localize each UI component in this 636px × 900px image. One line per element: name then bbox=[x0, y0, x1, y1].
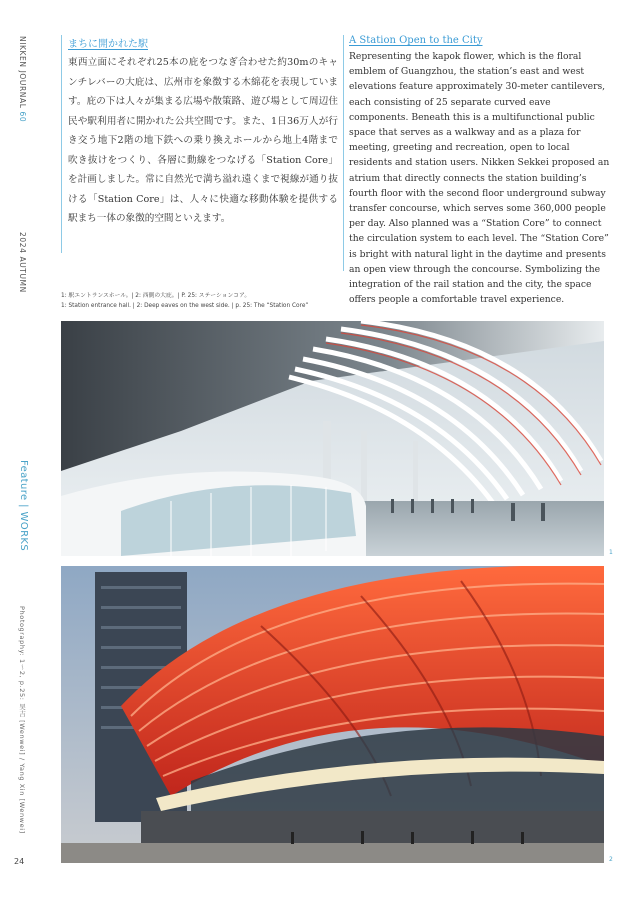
photo-2-number: 2 bbox=[609, 856, 613, 863]
article-jp-heading: まちに開かれた駅 bbox=[68, 39, 148, 50]
article-jp-body: 東西立面にそれぞれ25本の庇をつなぎ合わせた約30mのキャンチレバーの大庇は、広州市を象徴する木綿花を表現しています。庇の下は人々が集まる広場や散策路、遊び場として周辺住民や駅利用者に開かれた公共空間です。また、1日36万人が行き交う地下2階の地下鉄への乗り換えホールから地上4階まで吹き抜けをつくり、各層に動線をつなげる「Station Core」を計画しました。常に自然光で満ち溢れ遠くまで視線が通り抜ける「Station Core」は、人々に快適な移動体験を提供する駅まち一体の象徴的空間といえます。 bbox=[68, 57, 338, 224]
section-label: Feature | WORKS bbox=[18, 460, 29, 552]
captions bbox=[61, 290, 601, 313]
entrance-hall-image bbox=[61, 321, 604, 556]
photo-west-eaves bbox=[61, 566, 604, 863]
photo-entrance-hall bbox=[61, 321, 604, 556]
article-jp bbox=[61, 35, 338, 253]
side-margin bbox=[0, 0, 40, 900]
journal-name: NIKKEN JOURNAL bbox=[18, 36, 27, 109]
caption-jp: 1: 駅エントランスホール。| 2: 西側の大庇。| P. 25: ステーションコア。 bbox=[61, 293, 251, 299]
article-en bbox=[343, 35, 611, 306]
journal-issue: 60 bbox=[18, 111, 27, 123]
photo-credit: Photography: 1〜2, p.25: 吴吉 [Wenwei] / Yang Xin [Wenwei] bbox=[18, 606, 26, 834]
west-eaves-image bbox=[61, 566, 604, 863]
article-en-heading: A Station Open to the City bbox=[349, 35, 483, 46]
season-label: 2024 AUTUMN bbox=[18, 232, 27, 293]
page-number: 24 bbox=[14, 857, 25, 866]
journal-label bbox=[18, 36, 27, 122]
caption-en: 1: Station entrance hall. | 2: Deep eaves on the west side. | p. 25: The “Station Core” bbox=[61, 303, 309, 309]
article-en-body: Representing the kapok flower, which is the floral emblem of Guangzhou, the station’s east and west elevations feature approximately 30-meter cantilevers, each consisting of 25 separate curved eave components. Beneath this is a multifunctional public space that serves as a walkway and as a plaza for meeting, greeting and recreation, open to local residents and station users. Nikken Sekkei proposed an atrium that directly connects the station building’s fourth floor with the second floor underground subway transfer concourse, which serves some 360,000 people per day. Also planned was a “Station Core” to connect the circulation system to each level. The “Station Core” is bright with natural light in the daytime and presents an open view through the concourse. Symbolizing the integration of the rail station and the city, the space offers people a comfortable travel experience. bbox=[349, 51, 610, 306]
photo-1-number: 1 bbox=[609, 549, 613, 556]
